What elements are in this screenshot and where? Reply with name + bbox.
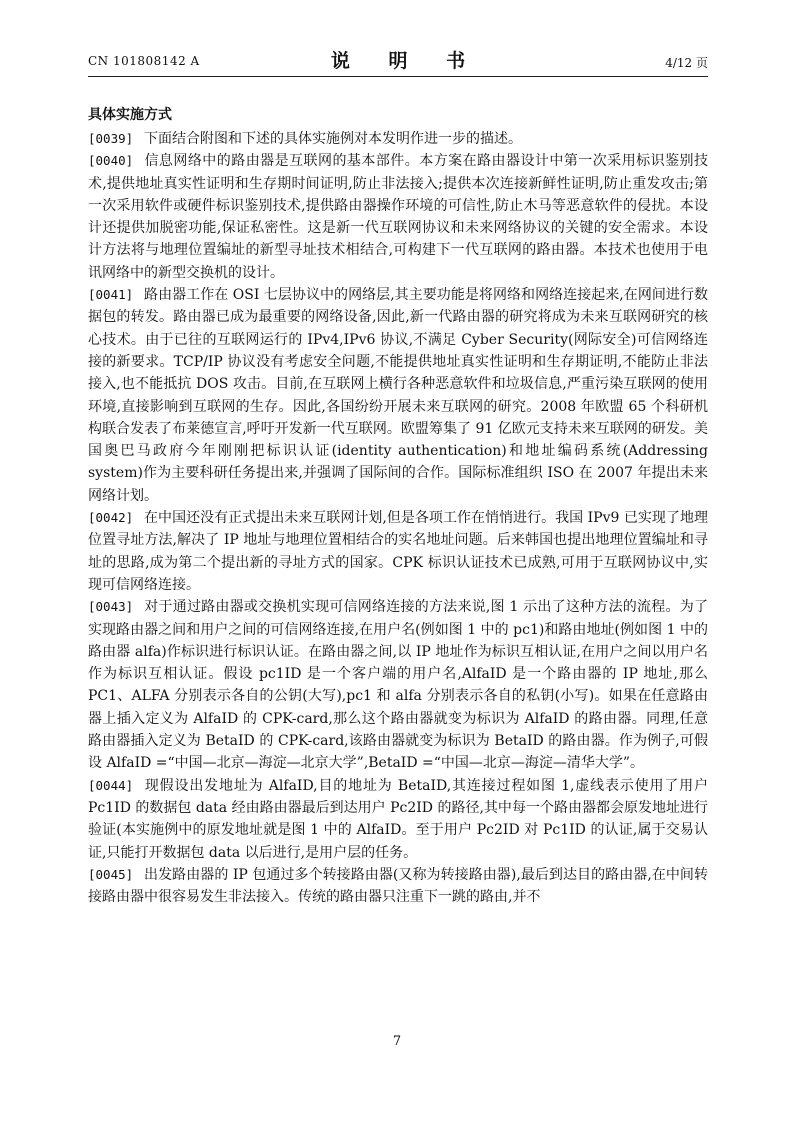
paragraph-0042 (88, 507, 708, 596)
paragraph-text: 信息网络中的路由器是互联网的基本部件。本方案在路由器设计中第一次采用标识鉴别技术,提供地址真实性证明和生存期时间证明,防止非法接入;提供本次连接新鲜性证明,防止重发攻击;第一次采用软件或硬件标识鉴别技术,提供路由器操作环境的可信性,防止木马等恶意软件的侵扰。本设计还提供加脱密功能,保证私密性。这是新一代互联网协议和未来网络协议的关键的安全需求。本设计方法将与地理位置编址的新型寻址技术相结合,可构建下一代互联网的路由器。本技术也使用于电讯网络中的新型交换机的设计。 (88, 153, 708, 281)
paragraph-number: [0040] (88, 153, 134, 169)
paragraph-0045 (88, 864, 708, 909)
paragraph-text: 出发路由器的 IP 包通过多个转接路由器(又称为转接路由器),最后到达目的路由器,在中间转接路由器中很容易发生非法接入。传统的路由器只注重下一跳的路由,并不 (88, 866, 708, 906)
paragraph-number: [0043] (88, 599, 134, 615)
patent-number: CN 101808142 A (88, 54, 200, 68)
paragraph-0044 (88, 775, 708, 864)
paragraph-number: [0045] (88, 866, 134, 882)
paragraph-0039 (88, 128, 708, 150)
page-header (88, 46, 708, 72)
section-title: 具体实施方式 (88, 107, 172, 123)
paragraph-text: 下面结合附图和下述的具体实施例对本发明作进一步的描述。 (144, 131, 522, 147)
paragraph-text: 对于通过路由器或交换机实现可信网络连接的方法来说,图 1 示出了这种方法的流程。为了实现路由器之间和用户之间的可信网络连接,在用户名(例如图 1 中的 pc1)和路由地址(例如图 1 中的路由器 alfa)作标识进行标识认证。在路由器之间,以 IP 地址作为标识互相认证,在用户之间以用户名作为标识互相认证。假设 pc1ID 是一个客户端的用户名,AlfaID 是一个路由器的 IP 地址,那么 PC1、ALFA 分别表示各自的公钥(大写),pc1 和 alfa 分别表示各自的私钥(小写)。如果在任意路由器上插入定义为 AlfaID 的 CPK-card,那么这个路由器就变为标识为 AlfaID 的路由器。同理,任意路由器插入定义为 BetaID 的 CPK-card,该路由器就变为标识为 BetaID 的路由器。作为例子,可假设 AlfaID =“中国—北京—海淀—北京大学”,BetaID =“中国—北京—海淀—清华大学”。 (88, 599, 708, 772)
document-body (88, 104, 708, 908)
paragraph-number: [0041] (88, 287, 134, 303)
page-indicator: 4/12 页 (665, 56, 708, 70)
page-number: 7 (392, 1034, 402, 1049)
paragraph-text: 路由器工作在 OSI 七层协议中的网络层,其主要功能是将网络和网络连接起来,在网间进行数据包的转发。路由器已成为最重要的网络设备,因此,新一代路由器的研究将成为未来互联网研究的核心技术。由于已往的互联网运行的 IPv4,IPv6 协议,不满足 Cyber Security(网际安全)可信网络连接的新要求。TCP/IP 协议没有考虑安全问题,不能提供地址真实性证明和生存期证明,不能防止非法接入,也不能抵抗 DOS 攻击。目前,在互联网上横行各种恶意软件和垃圾信息,严重污染互联网的使用环境,直接影响到互联网的生存。因此,各国纷纷开展未来互联网的研究。2008 年欧盟 65 个科研机构联合发表了布莱德宣言,呼吁开发新一代互联网。欧盟筹集了 91 亿欧元支持未来互联网的研发。美国奥巴马政府今年刚刚把标识认证(identity authentication)和地址编码系统(Addressing system)作为主要科研任务提出来,并强调了国际间的合作。国际标准组织 ISO 在 2007 年提出未来网络计划。 (88, 287, 708, 504)
paragraph-text: 在中国还没有正式提出未来互联网计划,但是各项工作在悄悄进行。我国 IPv9 已实现了地理位置寻址方法,解决了 IP 地址与地理位置相结合的实名地址问题。后来韩国也提出地理位置编址和寻址的思路,成为第二个提出新的寻址方式的国家。CPK 标识认证技术已成熟,可用于互联网协议中,实现可信网络连接。 (88, 510, 708, 593)
document-title: 说 明 书 (330, 50, 482, 72)
paragraph-number: [0039] (88, 131, 134, 146)
paragraph-0041 (88, 284, 708, 507)
paragraph-number: [0044] (88, 777, 134, 793)
paragraph-number: [0042] (88, 510, 134, 526)
header-rule (88, 76, 708, 77)
paragraph-0040 (88, 150, 708, 284)
paragraph-0043 (88, 596, 708, 774)
paragraph-text: 现假设出发地址为 AlfaID,目的地址为 BetaID,其连接过程如图 1,虚线表示使用了用户 Pc1ID 的数据包 data 经由路由器最后到达用户 Pc2ID 的路径,其中每一个路由器都会原发地址进行验证(本实施例中的原发地址就是图 1 中的 AlfaID。至于用户 Pc2ID 对 Pc1ID 的认证,属于交易认证,只能打开数据包 data 以后进行,是用户层的任务。 (88, 777, 708, 861)
